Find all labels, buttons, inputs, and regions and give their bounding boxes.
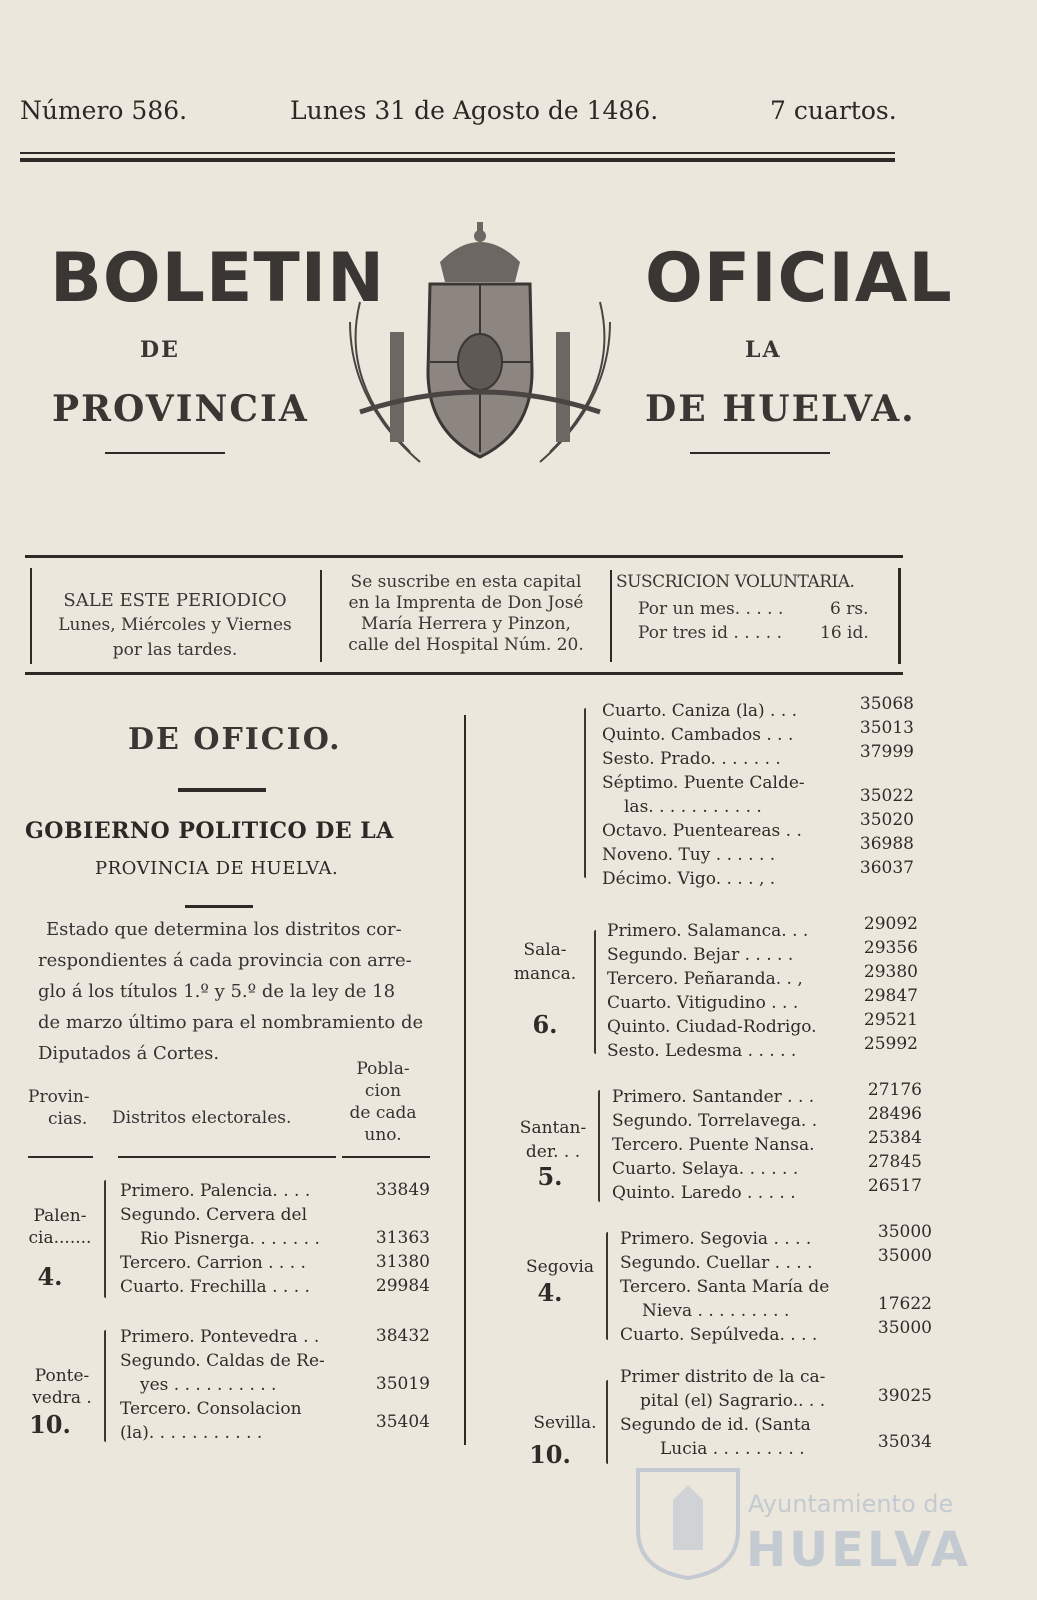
district-pontevedra-2: Segundo. Caldas de Re- — [120, 1351, 325, 1371]
header-provincias — [28, 1086, 90, 1130]
watermark-shield-icon — [628, 1460, 748, 1580]
info-box-bottom-rule — [25, 672, 903, 675]
population-segovia-1: 35000 — [877, 1222, 932, 1242]
district-salamanca-5: Quinto. Ciudad-Rodrigo. — [607, 1017, 817, 1037]
info-box-divider-2 — [610, 570, 612, 662]
intro-line-2: respondientes á cada provincia con arre- — [38, 950, 412, 971]
intro-line-3: glo á los títulos 1.º y 5.º de la ley de 18 — [38, 981, 396, 1002]
province-santander — [510, 1116, 596, 1164]
district-pontevedra-5: (la). . . . . . . . . . . — [120, 1423, 263, 1443]
population-segovia-5: 35000 — [877, 1318, 932, 1338]
info-box-top-rule — [25, 555, 903, 558]
info-rate-value-three: 16 id. — [820, 623, 869, 643]
district-cont-8: Décimo. Vigo. . . . , . — [602, 869, 776, 889]
district-cont-5: las. . . . . . . . . . . — [624, 797, 762, 817]
title-la: LA — [745, 337, 782, 363]
population-salamanca-3: 29380 — [863, 962, 918, 982]
title-flourish-left — [105, 452, 225, 454]
masthead-line — [20, 96, 920, 132]
province-pontevedra-line-1: Ponte- — [34, 1366, 90, 1386]
header-poblacion-line-2: cion — [364, 1081, 402, 1101]
section-de-oficio: DE OFICIO. — [128, 722, 342, 757]
district-santander-3: Tercero. Puente Nansa. — [612, 1135, 815, 1155]
district-santander-4: Cuarto. Selaya. . . . . . — [612, 1159, 799, 1179]
masthead-rule-bottom — [20, 158, 895, 162]
province-palencia-line-2: cia....... — [28, 1228, 92, 1248]
header-rule-3 — [342, 1156, 430, 1158]
district-palencia-4: Tercero. Carrion . . . . — [120, 1253, 306, 1273]
info-publication-line-2: Lunes, Miércoles y Viernes — [58, 615, 292, 635]
population-santander-3: 25384 — [867, 1128, 922, 1148]
district-santander-5: Quinto. Laredo . . . . . — [612, 1183, 796, 1203]
province-santander-line-1: Santan- — [519, 1118, 587, 1138]
info-col-voluntary — [616, 572, 896, 647]
header-poblacion-line-4: uno. — [364, 1125, 402, 1142]
province-palencia-number: 4. — [37, 1262, 63, 1291]
district-salamanca-2: Segundo. Bejar . . . . . — [607, 945, 794, 965]
header-provincias-line-2: cias. — [48, 1109, 88, 1129]
info-rate-value-month: 6 rs. — [830, 599, 869, 619]
info-publication-line-3: por las tardes. — [112, 640, 238, 660]
population-palencia-1: 33849 — [375, 1180, 430, 1200]
coat-of-arms-emblem — [320, 222, 640, 478]
population-palencia-4: 31380 — [375, 1252, 430, 1272]
info-rate-label-month: Por un mes. . . . . — [638, 599, 784, 619]
title-provincia: PROVINCIA — [52, 388, 309, 430]
province-sevilla-number: 10. — [529, 1440, 571, 1469]
watermark-line-1: Ayuntamiento de — [748, 1490, 954, 1518]
info-publication-line-1: SALE ESTE PERIODICO — [63, 590, 287, 611]
province-segovia-number: 4. — [537, 1278, 563, 1307]
brace-sevilla — [606, 1380, 608, 1464]
district-cont-7: Noveno. Tuy . . . . . . — [602, 845, 776, 865]
population-salamanca-2: 29356 — [863, 938, 918, 958]
info-box-divider-1 — [320, 570, 322, 662]
province-salamanca-line-1: Sala- — [523, 940, 567, 960]
population-santander-5: 26517 — [867, 1176, 922, 1196]
population-cont-6: 35020 — [859, 810, 914, 830]
district-salamanca-3: Tercero. Peñaranda. . , — [607, 969, 803, 989]
brace-pontevedra-cont — [584, 708, 586, 878]
header-poblacion-line-3: de cada — [349, 1103, 417, 1123]
district-santander-2: Segundo. Torrelavega. . — [612, 1111, 818, 1131]
population-salamanca-5: 29521 — [863, 1010, 918, 1030]
population-pontevedra-5: 35404 — [375, 1412, 430, 1432]
column-divider — [464, 715, 466, 1445]
district-segovia-5: Cuarto. Sepúlveda. . . . — [620, 1325, 818, 1345]
info-subscription-line-2: en la Imprenta de Don José — [348, 593, 584, 613]
info-rate-row-month — [616, 599, 896, 623]
district-salamanca-1: Primero. Salamanca. . . — [607, 921, 809, 941]
population-santander-4: 27845 — [867, 1152, 922, 1172]
district-sevilla-2: pital (el) Sagrario.. . . — [640, 1391, 826, 1411]
district-cont-3: Sesto. Prado. . . . . . . — [602, 749, 781, 769]
title-oficial: OFICIAL — [645, 239, 953, 318]
masthead-rule-top — [20, 152, 895, 154]
district-cont-1: Cuarto. Caniza (la) . . . — [602, 701, 798, 721]
district-salamanca-6: Sesto. Ledesma . . . . . — [607, 1041, 797, 1061]
district-palencia-5: Cuarto. Frechilla . . . . — [120, 1277, 310, 1297]
province-pontevedra-number: 10. — [29, 1410, 71, 1439]
population-sevilla-4: 35034 — [877, 1432, 932, 1452]
info-subscription-line-4: calle del Hospital Núm. 20. — [348, 635, 584, 655]
district-pontevedra-1: Primero. Pontevedra . . — [120, 1327, 320, 1347]
population-cont-7: 36988 — [859, 834, 914, 854]
watermark-line-2: HUELVA — [746, 1522, 971, 1578]
header-poblacion — [338, 1058, 428, 1142]
intro-line-1: Estado que determina los distritos cor- — [46, 919, 402, 940]
population-segovia-4: 17622 — [877, 1294, 932, 1314]
province-sevilla-line-1: Sevilla. — [533, 1413, 597, 1433]
district-segovia-4: Nieva . . . . . . . . . — [642, 1301, 790, 1321]
province-salamanca — [505, 938, 585, 986]
province-sevilla — [520, 1412, 610, 1434]
title-boletin: BOLETIN — [50, 239, 386, 318]
district-palencia-3: Rio Pisnerga. . . . . . . — [140, 1229, 320, 1249]
province-salamanca-line-2: manca. — [513, 964, 577, 984]
info-box-left-rule — [30, 568, 32, 664]
info-box-right-rule — [898, 568, 901, 664]
province-salamanca-number: 6. — [532, 1010, 558, 1039]
district-santander-1: Primero. Santander . . . — [612, 1087, 815, 1107]
district-cont-6: Octavo. Puenteareas . . — [602, 821, 802, 841]
population-cont-5: 35022 — [859, 786, 914, 806]
population-palencia-5: 29984 — [375, 1276, 430, 1296]
district-segovia-3: Tercero. Santa María de — [620, 1277, 830, 1297]
population-salamanca-1: 29092 — [863, 914, 918, 934]
population-salamanca-6: 25992 — [863, 1034, 918, 1054]
province-santander-number: 5. — [537, 1162, 563, 1191]
province-palencia-line-1: Palen- — [33, 1206, 87, 1226]
district-sevilla-4: Lucia . . . . . . . . . — [660, 1439, 805, 1459]
heading-gobierno: GOBIERNO POLITICO DE LA — [25, 818, 394, 844]
district-salamanca-4: Cuarto. Vitigudino . . . — [607, 993, 799, 1013]
heading-provincia: PROVINCIA DE HUELVA. — [95, 858, 339, 879]
population-sevilla-2: 39025 — [877, 1386, 932, 1406]
info-rate-row-three — [616, 623, 896, 647]
section-rule-1 — [178, 788, 266, 792]
title-flourish-right — [690, 452, 830, 454]
intro-line-5: Diputados á Cortes. — [38, 1043, 220, 1064]
district-pontevedra-3: yes . . . . . . . . . . — [140, 1375, 277, 1395]
province-pontevedra — [22, 1365, 102, 1409]
info-col-publication — [34, 588, 316, 663]
population-pontevedra-3: 35019 — [375, 1374, 430, 1394]
info-col-subscription-place — [326, 572, 606, 656]
info-voluntary-title: SUSCRICION VOLUNTARIA. — [616, 572, 855, 592]
title-de: DE — [140, 337, 180, 363]
province-santander-line-2: der. . . — [525, 1142, 581, 1162]
population-cont-3: 37999 — [859, 742, 914, 762]
population-cont-8: 36037 — [859, 858, 914, 878]
title-de-huelva: DE HUELVA. — [645, 388, 916, 430]
info-subscription-line-3: María Herrera y Pinzon, — [361, 614, 571, 634]
brace-segovia — [606, 1232, 608, 1340]
population-santander-2: 28496 — [867, 1104, 922, 1124]
district-sevilla-1: Primer distrito de la ca- — [620, 1367, 826, 1387]
brace-palencia — [104, 1180, 106, 1298]
district-palencia-1: Primero. Palencia. . . . — [120, 1181, 311, 1201]
brace-salamanca — [594, 930, 596, 1054]
header-distritos: Distritos electorales. — [112, 1108, 292, 1128]
population-palencia-3: 31363 — [375, 1228, 430, 1248]
population-cont-1: 35068 — [859, 694, 914, 714]
header-rule-1 — [28, 1156, 93, 1158]
issue-number: Número 586. — [20, 96, 188, 125]
district-palencia-2: Segundo. Cervera del — [120, 1205, 308, 1225]
brace-santander — [598, 1090, 600, 1202]
province-segovia-line-1: Segovia — [526, 1257, 594, 1277]
population-salamanca-4: 29847 — [863, 986, 918, 1006]
info-rate-label-three: Por tres id . . . . . — [638, 623, 783, 643]
district-segovia-1: Primero. Segovia . . . . — [620, 1229, 812, 1249]
district-sevilla-3: Segundo de id. (Santa — [620, 1415, 811, 1435]
district-segovia-2: Segundo. Cuellar . . . . — [620, 1253, 813, 1273]
province-palencia — [20, 1205, 100, 1249]
province-segovia — [515, 1256, 605, 1278]
issue-price: 7 cuartos. — [770, 96, 897, 125]
district-cont-2: Quinto. Cambados . . . — [602, 725, 794, 745]
brace-pontevedra — [104, 1330, 106, 1442]
intro-paragraph — [38, 914, 438, 1069]
header-provincias-line-1: Provin- — [28, 1087, 90, 1107]
population-pontevedra-1: 38432 — [375, 1326, 430, 1346]
population-segovia-2: 35000 — [877, 1246, 932, 1266]
population-cont-2: 35013 — [859, 718, 914, 738]
section-rule-2 — [185, 905, 253, 908]
intro-line-4: de marzo último para el nombramiento de — [38, 1012, 424, 1033]
district-cont-4: Séptimo. Puente Calde- — [602, 773, 805, 793]
province-pontevedra-line-2: vedra . — [32, 1388, 92, 1408]
header-poblacion-line-1: Pobla- — [356, 1059, 410, 1079]
district-pontevedra-4: Tercero. Consolacion — [120, 1399, 302, 1419]
header-rule-2 — [118, 1156, 336, 1158]
population-santander-1: 27176 — [867, 1080, 922, 1100]
issue-date: Lunes 31 de Agosto de 1486. — [290, 96, 659, 125]
info-subscription-line-1: Se suscribe en esta capital — [350, 572, 582, 592]
